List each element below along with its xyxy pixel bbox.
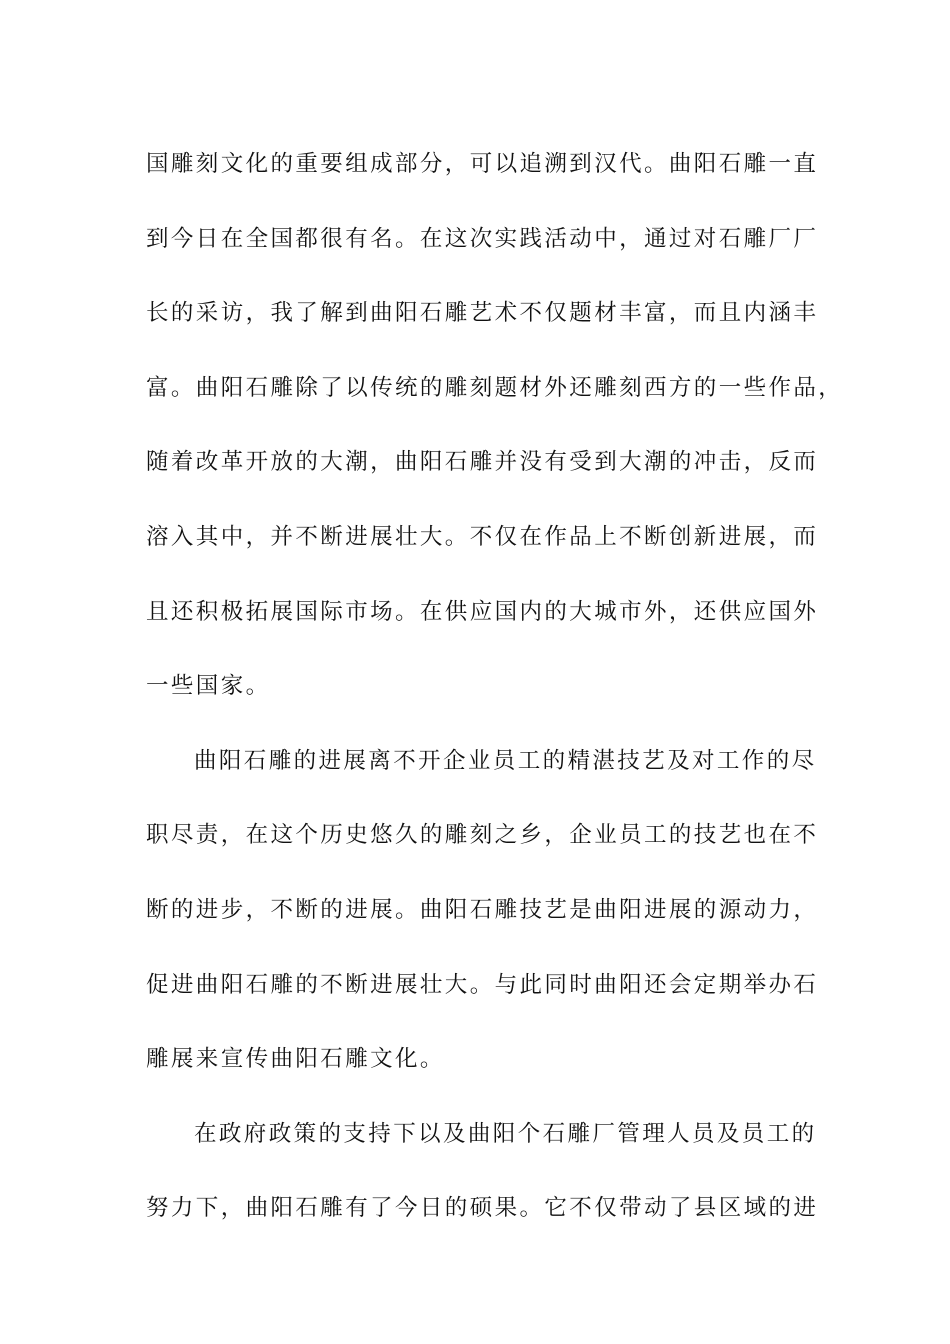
text-line: 雕展来宣传曲阳石雕文化。: [146, 1046, 445, 1073]
paragraph-start-line: 在政府政策的支持下以及曲阳个石雕厂管理人员及员工的: [194, 1120, 817, 1147]
text-line: 随着改革开放的大潮，曲阳石雕并没有受到大潮的冲击，反而: [146, 449, 819, 476]
text-line: 且还积极拓展国际市场。在供应国内的大城市外，还供应国外: [146, 598, 819, 625]
text-line: 一些国家。: [146, 673, 271, 700]
text-line: 溶入其中，并不断进展壮大。不仅在作品上不断创新进展，而: [146, 523, 819, 550]
text-line: 促进曲阳石雕的不断进展壮大。与此同时曲阳还会定期举办石: [146, 971, 819, 998]
text-line: 断的进步，不断的进展。曲阳石雕技艺是曲阳进展的源动力，: [146, 896, 819, 923]
body-text: [146, 127, 844, 1246]
text-line: 长的采访，我了解到曲阳石雕艺术不仅题材丰富，而且内涵丰: [146, 300, 819, 327]
text-line: 职尽责，在这个历史悠久的雕刻之乡，企业员工的技艺也在不: [146, 822, 819, 849]
text-line: 富。曲阳石雕除了以传统的雕刻题材外还雕刻西方的一些作品，: [146, 374, 844, 401]
text-line: 到今日在全国都很有名。在这次实践活动中，通过对石雕厂厂: [146, 225, 819, 252]
text-line: 努力下，曲阳石雕有了今日的硕果。它不仅带动了县区域的进: [146, 1195, 819, 1222]
text-line: 国雕刻文化的重要组成部分，可以追溯到汉代。曲阳石雕一直: [146, 151, 819, 177]
paragraph-start-line: 曲阳石雕的进展离不开企业员工的精湛技艺及对工作的尽: [194, 747, 817, 774]
